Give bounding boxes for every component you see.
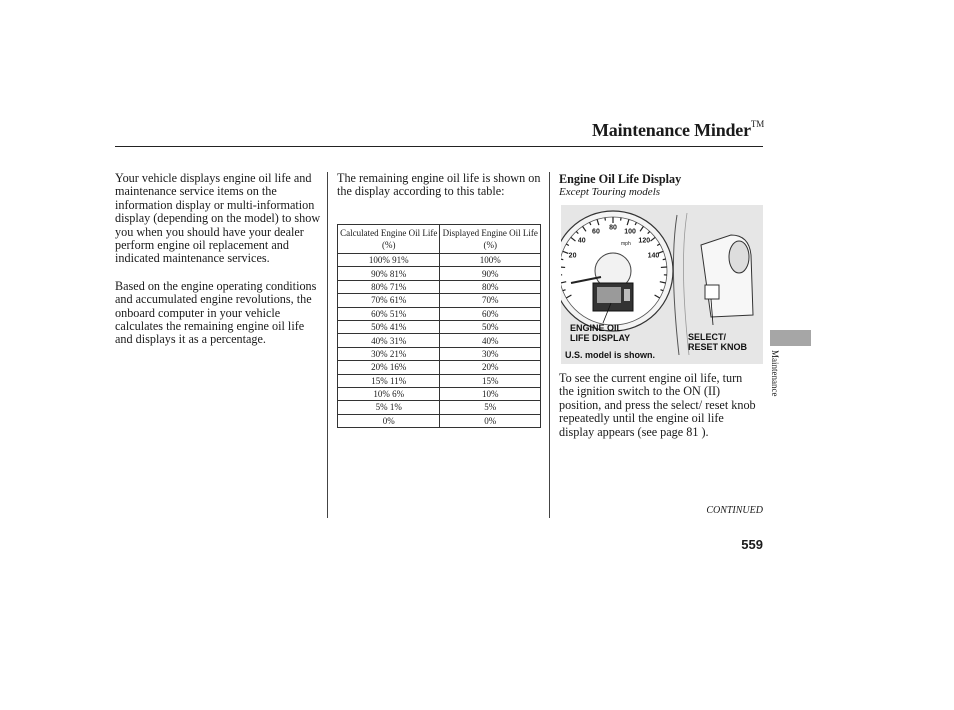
cell-displayed: 70% — [440, 294, 541, 307]
speed-label: 80 — [609, 224, 617, 232]
cell-calculated: 70% 61% — [338, 294, 440, 307]
cell-displayed: 0% — [440, 414, 541, 427]
speed-label: 20 — [568, 252, 577, 260]
page-number: 559 — [741, 537, 763, 552]
cell-displayed: 15% — [440, 374, 541, 387]
header-rule — [115, 146, 763, 147]
right-column-body — [559, 372, 759, 453]
trademark-mark: TM — [750, 119, 764, 129]
table-header-row — [338, 225, 541, 254]
page-title — [592, 120, 764, 141]
section-tab — [770, 330, 811, 346]
speed-label: 120 — [638, 237, 651, 245]
header-calculated: Calculated Engine Oil Life (%) — [338, 225, 440, 254]
header-displayed: Displayed Engine Oil Life (%) — [440, 225, 541, 254]
tick-mark — [663, 259, 666, 260]
speed-label: 40 — [577, 237, 586, 245]
table-row — [338, 387, 541, 400]
paragraph-calculation: Based on the engine operating conditions and accumulated engine revolutions, the onboard computer in your vehicle calculates the remaining engine oil life and displays it as a percentage. — [115, 278, 317, 347]
cell-calculated: 20% 16% — [338, 361, 440, 374]
table-row — [338, 334, 541, 347]
cell-calculated: 90% 81% — [338, 267, 440, 280]
table-row — [338, 414, 541, 427]
paragraph-intro: Your vehicle displays engine oil life and maintenance service items on the information display or multi-information display (depending on the model) to show you when you should have your dealer perform engine oil replacement and indicated maintenance services. — [115, 171, 321, 266]
cell-calculated: 30% 21% — [338, 347, 440, 360]
middle-column-intro — [337, 172, 541, 213]
cell-displayed: 30% — [440, 347, 541, 360]
table-row — [338, 280, 541, 293]
table-row — [338, 347, 541, 360]
cell-displayed: 10% — [440, 387, 541, 400]
section-subheading: Except Touring models — [559, 186, 661, 198]
cell-displayed: 100% — [440, 254, 541, 267]
label-display-text: ENGINE OIL LIFE DISPLAY — [570, 323, 631, 343]
cell-displayed: 90% — [440, 267, 541, 280]
section-heading: Engine Oil Life Display — [559, 172, 682, 186]
instructions-text: To see the current engine oil life, turn the ignition switch to the ON (II) position, and press the select/ reset knob repeatedly until the engine oil life display appears (see page 81 ). — [559, 371, 756, 439]
speed-label: 100 — [624, 228, 636, 236]
cell-calculated: 100% 91% — [338, 254, 440, 267]
tick-mark — [561, 259, 563, 260]
table-body — [338, 254, 541, 428]
title-text: Maintenance Minder — [592, 120, 751, 140]
cell-displayed: 60% — [440, 307, 541, 320]
speed-label: 60 — [592, 228, 600, 236]
cell-displayed: 5% — [440, 401, 541, 414]
table-row — [338, 361, 541, 374]
cell-calculated: 60% 51% — [338, 307, 440, 320]
section-tab-text: Maintenance — [770, 350, 780, 397]
oil-life-table — [337, 224, 541, 428]
figure-caption: U.S. model is shown. — [565, 350, 656, 360]
select-reset-knob-label — [688, 332, 747, 352]
table-row — [338, 267, 541, 280]
table-row — [338, 401, 541, 414]
column-divider-2 — [549, 172, 550, 518]
table-intro-text: The remaining engine oil life is shown on the display according to this table: — [337, 171, 541, 199]
cell-calculated: 40% 31% — [338, 334, 440, 347]
table-row — [338, 254, 541, 267]
instrument-cluster-illustration — [561, 205, 763, 364]
table-row — [338, 307, 541, 320]
cell-displayed: 50% — [440, 320, 541, 333]
cell-displayed: 80% — [440, 280, 541, 293]
cell-calculated: 15% 11% — [338, 374, 440, 387]
cell-calculated: 10% 6% — [338, 387, 440, 400]
cell-calculated: 0% — [338, 414, 440, 427]
table-row — [338, 374, 541, 387]
continued-note: CONTINUED — [706, 505, 763, 516]
cell-calculated: 50% 41% — [338, 320, 440, 333]
cell-displayed: 40% — [440, 334, 541, 347]
speed-label: 140 — [647, 252, 660, 260]
cell-displayed: 20% — [440, 361, 541, 374]
engine-oil-life-display-label — [570, 323, 630, 343]
section-tab-label — [768, 350, 782, 420]
column-divider-1 — [327, 172, 328, 518]
label-knob-text: SELECT/ RESET KNOB — [688, 332, 748, 352]
left-column — [115, 172, 321, 361]
cell-calculated: 80% 71% — [338, 280, 440, 293]
table-row — [338, 294, 541, 307]
cell-calculated: 5% 1% — [338, 401, 440, 414]
speed-unit: mph — [621, 241, 631, 247]
table-row — [338, 320, 541, 333]
